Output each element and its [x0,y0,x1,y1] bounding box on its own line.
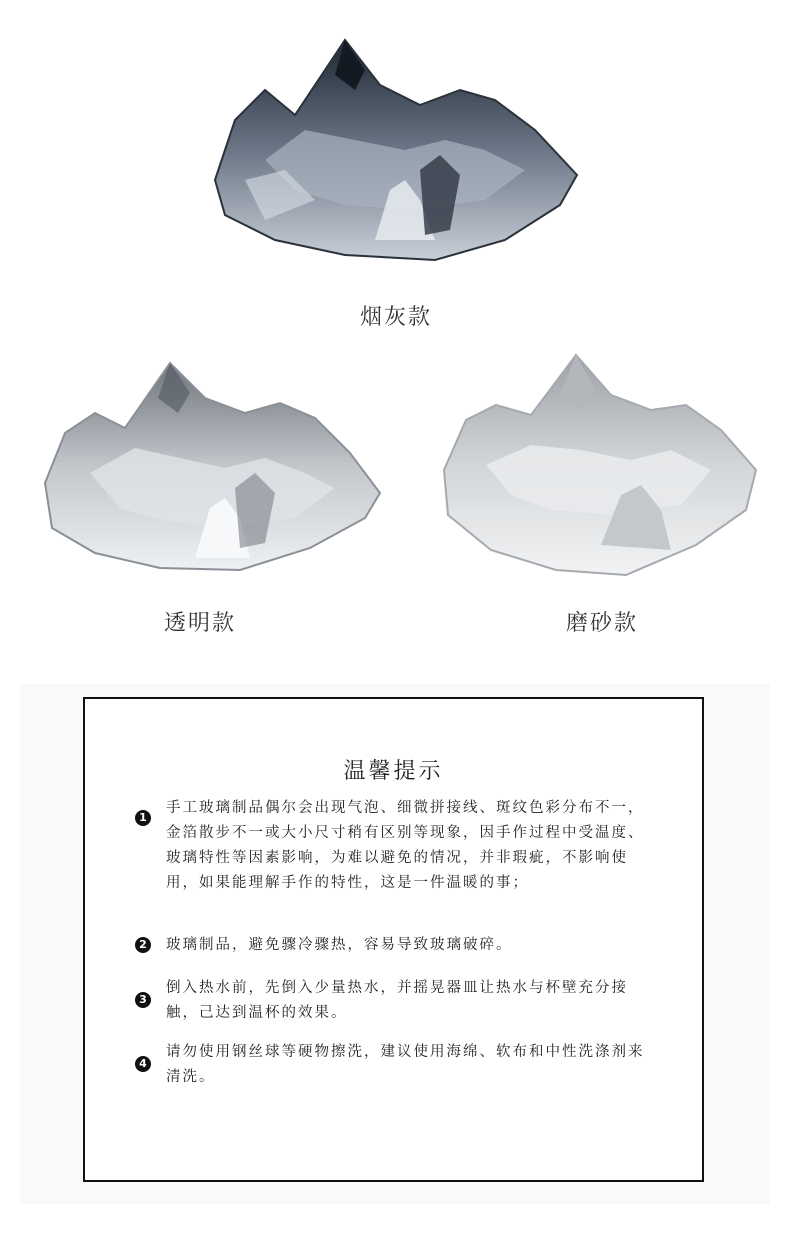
tip-text: 请勿使用钢丝球等硬物擦洗，建议使用海绵、软布和中性洗涤剂来清洗。 [166,1044,645,1085]
notice-tip-2 [135,933,655,958]
product-image-frost [436,350,766,590]
tip-text: 手工玻璃制品偶尔会出现气泡、细微拼接线、斑纹色彩分布不一，金箔散步不一或大小尺寸稍有区别等现象，因手作过程中受温度、玻璃特性等因素影响，为难以避免的情况，并非瑕疵，不影响使用，如果能理解手作的特性，这是一件温暖的事； [166,800,645,891]
notice-title: 温馨提示 [343,759,444,784]
mountain-ashtray-frost-illustration [436,350,766,590]
notice-tip-1 [135,796,655,896]
tip-number-badge: 3 [135,992,151,1008]
tip-number-badge: 1 [135,810,151,826]
mountain-ashtray-smoke-illustration [205,30,585,270]
notice-box [83,697,704,1182]
product-image-clear [40,358,385,590]
product-caption-clear: 透明款 [164,611,237,636]
product-caption-smoke: 烟灰款 [360,305,433,330]
mountain-ashtray-clear-illustration [40,358,385,590]
tip-text: 倒入热水前，先倒入少量热水，并摇晃器皿让热水与杯壁充分接触，己达到温杯的效果。 [166,980,628,1021]
product-image-smoke [205,30,585,270]
notice-tip-4 [135,1040,655,1090]
tip-number-badge: 4 [135,1056,151,1072]
tip-number-badge: 2 [135,937,151,953]
tip-text: 玻璃制品，避免骤冷骤热，容易导致玻璃破碎。 [166,937,513,953]
product-caption-frost: 磨砂款 [566,611,639,636]
notice-tip-3 [135,976,655,1026]
